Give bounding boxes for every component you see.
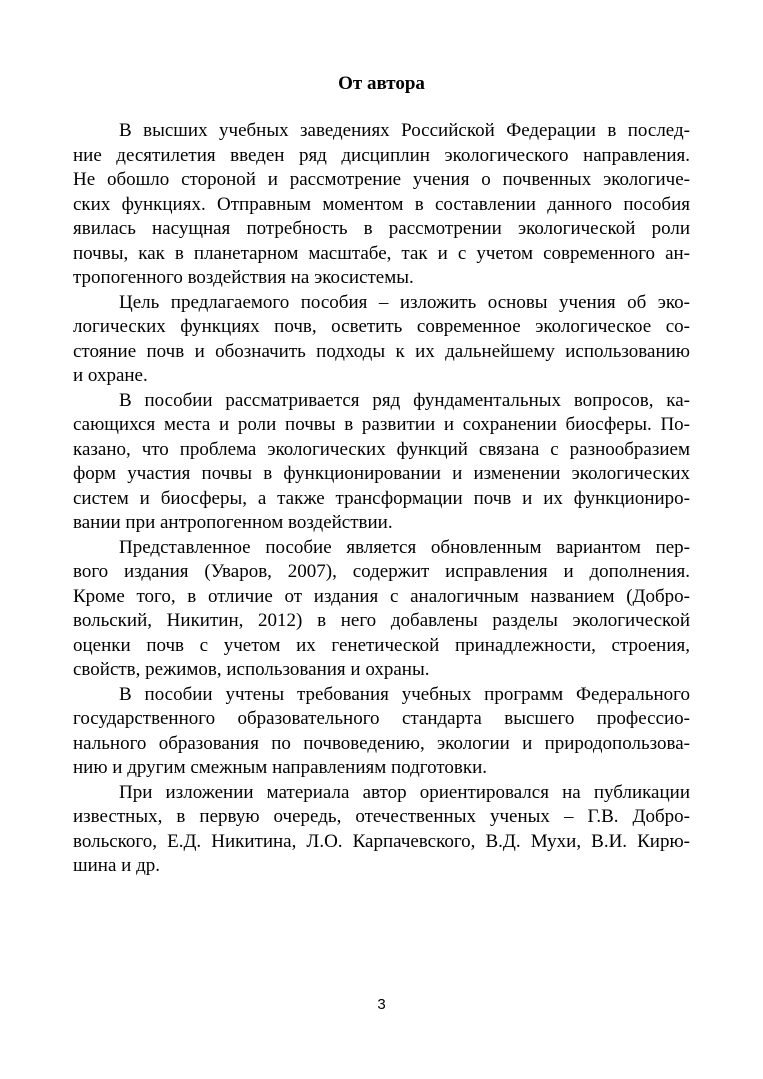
text-line: ние десятилетия введен ряд дисциплин экологического направления.: [73, 144, 690, 166]
text-line: В пособии рассматривается ряд фундаментальных вопросов, ка-: [119, 389, 690, 411]
text-line: логических функциях почв, осветить современное экологическое со-: [73, 316, 690, 337]
text-line: шина и др.: [73, 855, 160, 876]
text-line: известных, в первую очередь, отечественных ученых – Г.В. Добро-: [73, 806, 690, 827]
text-line: форм участия почвы в функционировании и изменении экологических: [73, 463, 690, 484]
text-line: вого издания (Уваров, 2007), содержит исправления и дополнения.: [73, 561, 690, 582]
paragraph: [73, 683, 690, 781]
text-line: Представленное пособие является обновленным вариантом пер-: [119, 536, 690, 558]
text-line: тропогенного воздействия на экосистемы.: [73, 267, 414, 288]
text-line: и охране.: [73, 365, 148, 386]
text-line: Не обошло стороной и рассмотрение учения о почвенных экологиче-: [73, 169, 690, 190]
text-line: вольский, Никитин, 2012) в него добавлены разделы экологической: [73, 610, 690, 631]
text-line: почвы, как в планетарном масштабе, так и с учетом современного ан-: [73, 242, 690, 264]
paragraph: [73, 119, 690, 291]
text-line: При изложении материала автор ориентировался на публикации: [119, 781, 690, 803]
text-line: казано, что проблема экологических функций связана с разнообразием: [73, 438, 690, 460]
text-line: В пособии учтены требования учебных программ Федерального: [119, 683, 690, 705]
text-line: явилась насущная потребность в рассмотрении экологической роли: [73, 218, 690, 239]
paragraph: [73, 536, 690, 683]
paragraph: [73, 389, 690, 536]
paragraph: [73, 291, 690, 389]
page-title: От автора: [338, 73, 425, 94]
text-line: Кроме того, в отличие от издания с аналогичным названием (Добро-: [73, 585, 690, 607]
text-line: государственного образовательного стандарта высшего профессио-: [73, 708, 690, 729]
page-number: 3: [377, 996, 386, 1013]
text-line: вании при антропогенном воздействии.: [73, 512, 393, 533]
text-line: систем и биосферы, а также трансформации почв и их функциониро-: [73, 487, 690, 509]
text-line: нального образования по почвоведению, экологии и природопользова-: [73, 732, 690, 754]
paragraph: [73, 781, 690, 879]
text-line: сающихся места и роли почвы в развитии и сохранении биосферы. По-: [73, 414, 690, 435]
text-line: стояние почв и обозначить подходы к их дальнейшему использованию: [73, 340, 690, 362]
text-line: вольского, Е.Д. Никитина, Л.О. Карпачевского, В.Д. Мухи, В.И. Кирю-: [73, 830, 690, 852]
text-line: В высших учебных заведениях Российской Федерации в послед-: [119, 120, 690, 141]
text-line: нию и другим смежным направлениям подготовки.: [73, 757, 488, 778]
body-text: [73, 119, 690, 879]
text-line: Цель предлагаемого пособия – изложить основы учения об эко-: [119, 291, 690, 313]
text-line: оценки почв с учетом их генетической принадлежности, строения,: [73, 634, 690, 656]
text-line: ских функциях. Отправным моментом в составлении данного пособия: [73, 193, 690, 215]
text-line: свойств, режимов, использования и охраны.: [73, 659, 430, 680]
